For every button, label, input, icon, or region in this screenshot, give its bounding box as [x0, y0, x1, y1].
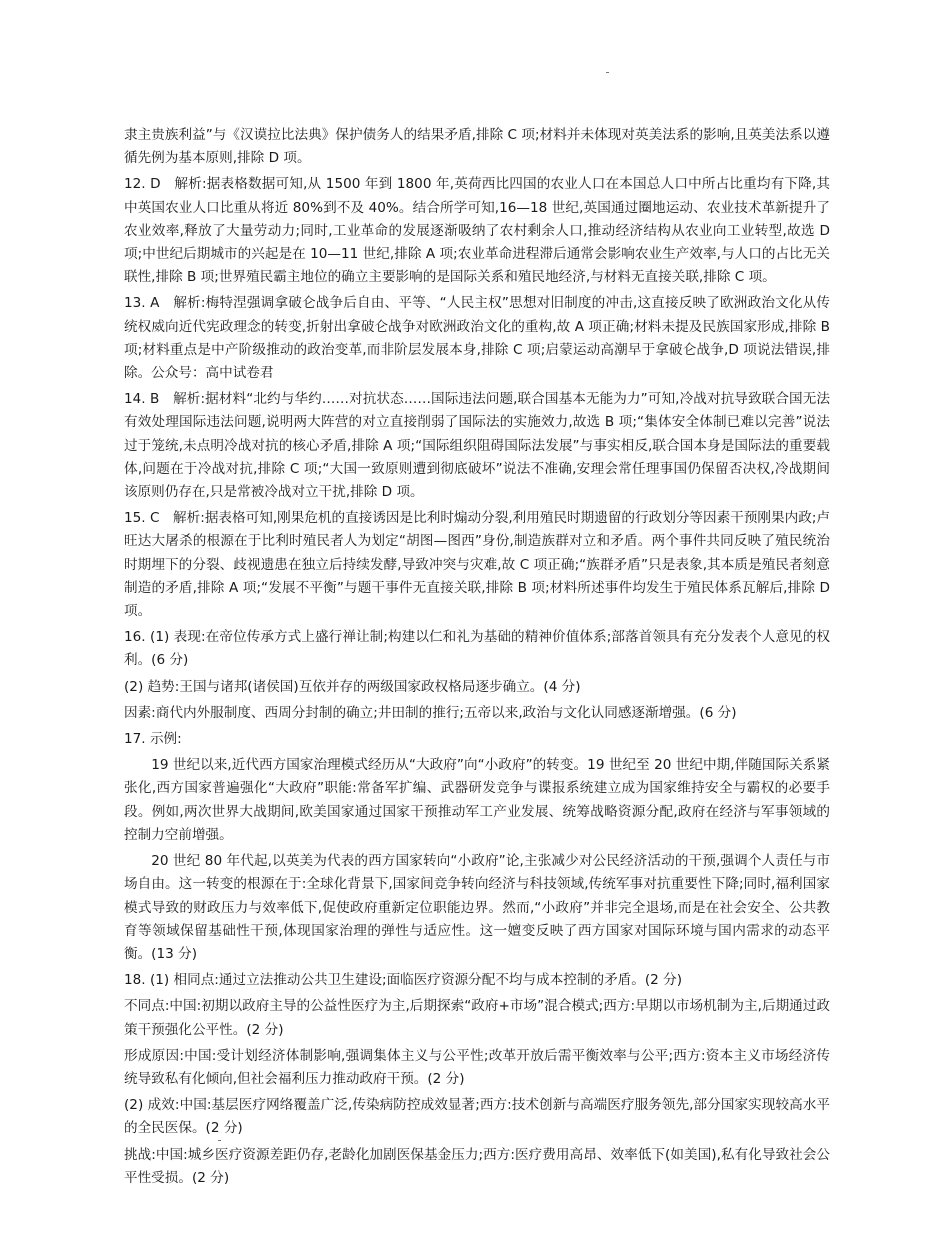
- paragraph-q16-part1: 16. (1) 表现:在帝位传承方式上盛行禅让制;构建以仁和礼为基础的精神价值体系;部落首领具有充分发表个人意见的权利。(6 分): [124, 629, 830, 669]
- paragraph-q17-essay-1: 19 世纪以来,近代西方国家治理模式经历从“大政府”向“小政府”的转变。19 世纪至 20 世纪中期,伴随国际关系紧张化,西方国家普遍强化“大政府”职能:常备军扩编、武器研发竞争与谍报系统建立成为国家维持安全与霸权的必要手段。例如,两次世界大战期间,欧美国家通过国家干预推动军工产业发展、统筹战略资源分配,政府在经济与军事领域的控制力空前增强。: [124, 757, 830, 843]
- paragraph-q12: 12. D 解析:据表格数据可知,从 1500 年到 1800 年,英荷西比四国的农业人口在本国总人口中所占比重均有下降,其中英国农业人口比重从将近 80%到不及 40%。结合所学可知,16—18 世纪,英国通过圈地运动、农业技术革新提升了农业效率,释放了大量劳动力;同时,工业革命的发展逐渐吸纳了农村剩余人口,推动经济结构从农业向工业转型,故选 D 项;中世纪后期城市的兴起是在 10—11 世纪,排除 A 项;农业革命进程滞后通常会影响农业生产效率,与人口的占比无关联性,排除 B 项;世界殖民霸主地位的确立主要影响的是国际关系和殖民地经济,与材料无直接关联,排除 C 项。: [124, 176, 830, 286]
- paragraph-q16-part2-trend: (2) 趋势:王国与诸邦(诸侯国)互依并存的两级国家政权格局逐步确立。(4 分): [124, 678, 581, 695]
- paragraph-q18-achievements: (2) 成效:中国:基层医疗网络覆盖广泛,传染病防控成效显著;西方:技术创新与高端医疗服务领先,部分国家实现较高水平的全民医保。(2 分): [124, 1097, 830, 1137]
- paragraph-q18-causes: 形成原因:中国:受计划经济体制影响,强调集体主义与公平性;改革开放后需平衡效率与公平;西方:资本主义市场经济传统导致私有化倾向,但社会福利压力推动政府干预。(2 分): [124, 1047, 830, 1087]
- paragraph-q14: 14. B 解析:据材料“北约与华约……对抗状态……国际违法问题,联合国基本无能为力”可知,冷战对抗导致联合国无法有效处理国际违法问题,说明两大阵营的对立直接削弱了国际法的实施效力,故选 B 项;“集体安全体制已难以完善”说法过于笼统,未点明冷战对抗的核心矛盾,排除 A 项;“国际组织阻碍国际法发展”与事实相反,联合国本身是国际法的重要载体,问题在于冷战对抗,排除 C 项;“大国一致原则遭到彻底破坏”说法不准确,安理会常任理事国仍保留否决权,冷战期间该原则仍存在,只是常被冷战对立干扰,排除 D 项。: [124, 391, 830, 501]
- top-mark: [606, 72, 609, 73]
- paragraph-q13: 13. A 解析:梅特涅强调拿破仑战争后自由、平等、“人民主权”思想对旧制度的冲击,这直接反映了欧洲政治文化从传统权威向近代宪政理念的转变,折射出拿破仑战争对欧洲政治文化的重构,故 A 项正确;材料未提及民族国家形成,排除 B 项;材料重点是中产阶级推动的政治变革,而非阶层发展本身,排除 C 项;启蒙运动高潮早于拿破仑战争,D 项说法错误,排除。公众号：高中试卷君: [124, 295, 830, 382]
- paragraph-q17-heading: 17. 示例:: [124, 731, 182, 748]
- bottom-mark: [218, 1140, 221, 1141]
- paragraph-q16-part2-factors: 因素:商代内外服制度、西周分封制的确立;井田制的推行;五帝以来,政治与文化认同感逐渐增强。(6 分): [124, 704, 737, 721]
- answer-document: [124, 124, 830, 1193]
- paragraph-q17-essay-2: 20 世纪 80 年代起,以英美为代表的西方国家转向“小政府”论,主张减少对公民经济活动的干预,强调个人责任与市场自由。这一转变的根源在于:全球化背景下,国家间竞争转向经济与科技领域,传统军事对抗重要性下降;同时,福利国家模式导致的财政压力与效率低下,促使政府重新定位职能边界。然而,“小政府”并非完全退场,而是在社会安全、公共教育等领域保留基础性干预,体现国家治理的弹性与适应性。这一嬗变反映了西方国家对国际环境与国内需求的动态平衡。(13 分): [124, 853, 830, 962]
- paragraph-q18-similarities: 18. (1) 相同点:通过立法推动公共卫生建设;面临医疗资源分配不均与成本控制的矛盾。(2 分): [124, 972, 683, 989]
- paragraph-q15: 15. C 解析:据表格可知,刚果危机的直接诱因是比利时煽动分裂,利用殖民时期遗留的行政划分等因素干预刚果内政;卢旺达大屠杀的根源在于比利时殖民者人为划定“胡图—图西”身份,制造族群对立和矛盾。两个事件共同反映了殖民统治时期埋下的分裂、歧视遗患在独立后持续发酵,导致冲突与灾难,故 C 项正确;“族群矛盾”只是表象,其本质是殖民者刻意制造的矛盾,排除 A 项;“发展不平衡”与题干事件无直接关联,排除 B 项;材料所述事件均发生于殖民体系瓦解后,排除 D 项。: [124, 510, 830, 620]
- paragraph-q18-differences: 不同点:中国:初期以政府主导的公益性医疗为主,后期探索“政府+市场”混合模式;西方:早期以市场机制为主,后期通过政策干预强化公平性。(2 分): [124, 998, 830, 1038]
- paragraph-q11-continued: 隶主贵族利益”与《汉谟拉比法典》保护债务人的结果矛盾,排除 C 项;材料并未体现对英美法系的影响,且英美法系以遵循先例为基本原则,排除 D 项。: [124, 127, 830, 167]
- paragraph-q18-challenges: 挑战:中国:城乡医疗资源差距仍存,老龄化加剧医保基金压力;西方:医疗费用高昂、效率低下(如美国),私有化导致社会公平性受损。(2 分): [124, 1146, 830, 1186]
